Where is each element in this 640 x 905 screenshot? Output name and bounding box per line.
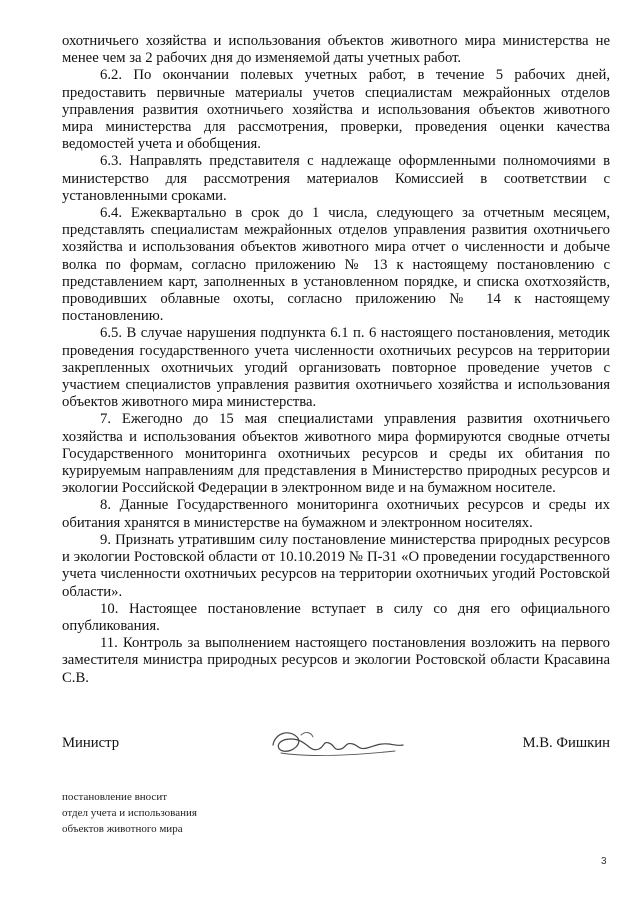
paragraph-9: 9. Признать утратившим силу постановление министерства природных ресурсов и экологии Ростовской области от 10.10.2019 № П-31 «О проведении государственного учета численности охотничьих ресурсов на территории охотничьих угодий Ростовской области». [62, 531, 610, 600]
paragraph-8: 8. Данные Государственного мониторинга охотничьих ресурсов и среды их обитания хранятся в министерстве на бумажном и электронном носителях. [62, 497, 610, 531]
signatory-name: М.В. Фишкин [522, 735, 610, 751]
signature-block [62, 731, 610, 771]
page-number: 3 [601, 856, 607, 867]
paragraph-continuation: охотничьего хозяйства и использования объектов животного мира министерства не менее чем за 2 рабочих дня до изменяемой даты учетных работ. [62, 33, 610, 67]
footer-note-line: объектов животного мира [62, 823, 183, 835]
footer-note-line: постановление вносит [62, 791, 168, 803]
document-body [62, 33, 610, 687]
paragraph-6-5: 6.5. В случае нарушения подпункта 6.1 п. 6 настоящего постановления, методик проведения государственного учета численности охотничьих ресурсов на территории закрепленных охотничьих угодий организовать повторное проведение учетов с участием специалистов управления развития охотничьего хозяйства и использования объектов животного мира министерства. [62, 325, 610, 411]
paragraph-6-4: 6.4. Ежеквартально в срок до 1 числа, следующего за отчетным месяцем, представлять специалистам межрайонных отделов управления развития охотничьего хозяйства и использования объектов животного мира отчет о численности и добыче волка по формам, согласно приложению № 13 к настоящему постановлению с представлением карт, заполненных в установленном порядке, и списка охотхозяйств, проводивших облавные охоты, согласно приложению № 14 к настоящему постановлению. [62, 205, 610, 325]
paragraph-6-3: 6.3. Направлять представителя с надлежаще оформленными полномочиями в министерство для рассмотрения материалов Комиссией в соответствии с установленными сроками. [62, 153, 610, 204]
handwritten-signature [267, 723, 407, 763]
footer-note-line: отдел учета и использования [62, 807, 197, 819]
paragraph-10: 10. Настоящее постановление вступает в силу со дня его официального опубликования. [62, 600, 610, 634]
paragraph-6-2: 6.2. По окончании полевых учетных работ, в течение 5 рабочих дней, предоставить первичные материалы учетов специалистам межрайонных отделов управления развития охотничьего хозяйства и использования объектов животного мира министерства для рассмотрения, проверки, проведения оценки качества ведомостей учета и обобщения. [62, 67, 610, 153]
paragraph-7: 7. Ежегодно до 15 мая специалистами управления развития охотничьего хозяйства и использования объектов животного мира формируются сводные отчеты Государственного мониторинга охотничьих ресурсов и среды их обитания по курируемым направлениям для представления в Министерство природных ресурсов и экологии Российской Федерации в электронном виде и на бумажном носителе. [62, 411, 610, 497]
signatory-title: Министр [62, 735, 120, 751]
paragraph-11: 11. Контроль за выполнением настоящего постановления возложить на первого заместителя министра природных ресурсов и экологии Ростовской области Красавина С.В. [62, 635, 610, 686]
footer-note [62, 789, 197, 837]
